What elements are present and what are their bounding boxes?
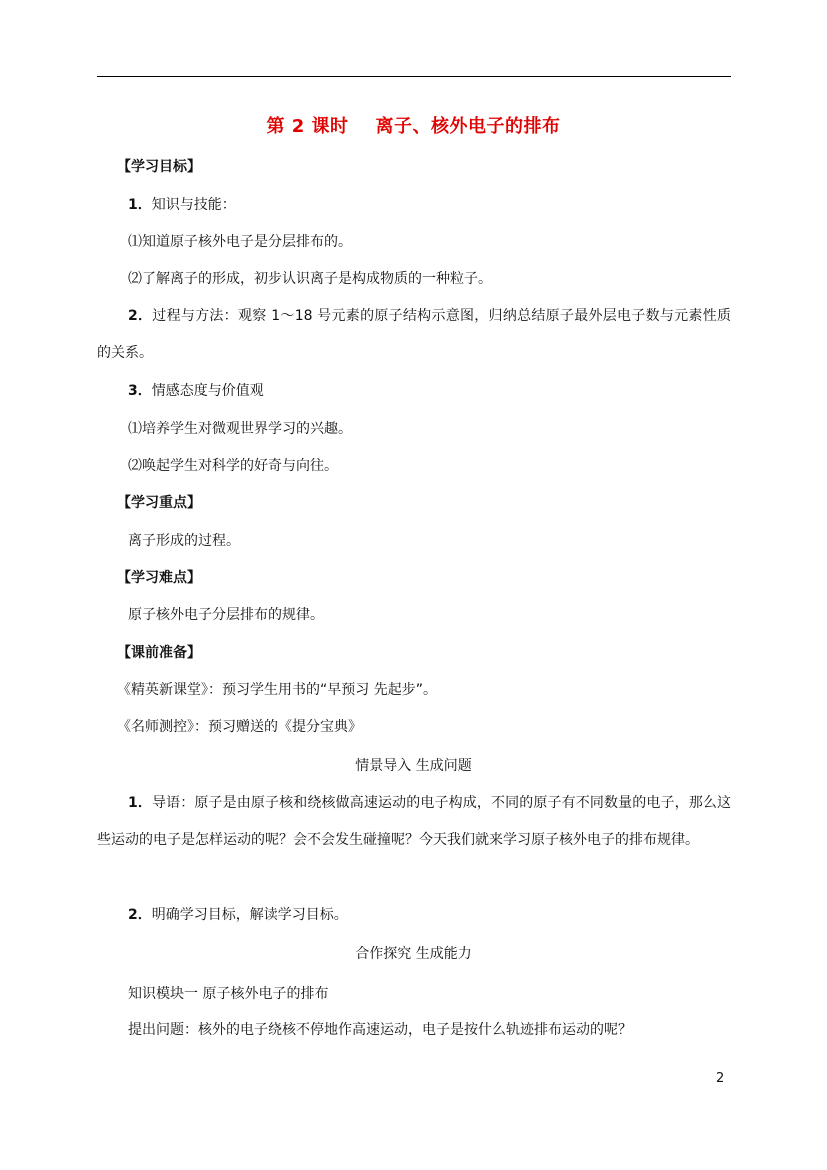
header-rule bbox=[97, 76, 731, 77]
preparation-line-1: 《精英新课堂》：预习学生用书的“早预习 先起步”。 bbox=[117, 682, 437, 698]
objective-item-1 bbox=[128, 195, 236, 215]
intro-item-1 bbox=[97, 785, 731, 859]
objective-item-3-sub-1: ⑴培养学生对微观世界学习的兴趣。 bbox=[128, 421, 352, 437]
difficulty-heading: 【学习难点】 bbox=[117, 570, 201, 586]
section-heading-cooperate: 合作探究 生成能力 bbox=[355, 946, 472, 962]
intro-item-2-number: 2． bbox=[128, 907, 152, 923]
objectives-heading: 【学习目标】 bbox=[117, 159, 201, 175]
objective-item-2-number: 2． bbox=[128, 308, 153, 324]
intro-item-2 bbox=[128, 905, 348, 925]
objective-item-1-sub-2: ⑵了解离子的形成，初步认识离子是构成物质的一种粒子。 bbox=[128, 271, 492, 287]
objective-item-3-text: 情感态度与价值观 bbox=[151, 383, 264, 399]
difficulty-text: 原子核外电子分层排布的规律。 bbox=[128, 607, 324, 623]
intro-item-1-number: 1． bbox=[128, 795, 152, 811]
page-number: 2 bbox=[716, 1071, 725, 1086]
question-text: 提出问题：核外的电子绕核不停地作高速运动，电子是按什么轨迹排布运动的呢？ bbox=[128, 1022, 632, 1038]
preparation-heading: 【课前准备】 bbox=[117, 645, 201, 661]
key-point-text: 离子形成的过程。 bbox=[128, 533, 240, 549]
preparation-line-2: 《名师测控》：预习赠送的《提分宝典》 bbox=[117, 719, 362, 735]
objective-item-1-sub-1: ⑴知道原子核外电子是分层排布的。 bbox=[128, 234, 352, 250]
objective-item-2 bbox=[97, 298, 731, 372]
key-point-heading: 【学习重点】 bbox=[117, 495, 201, 511]
intro-item-2-text: 明确学习目标，解读学习目标。 bbox=[151, 907, 348, 923]
section-heading-intro: 情景导入 生成问题 bbox=[355, 758, 472, 774]
knowledge-module-title: 知识模块一 原子核外电子的排布 bbox=[128, 986, 329, 1002]
objective-item-1-number: 1． bbox=[128, 197, 152, 213]
lesson-title: 第 2 课时 离子、核外电子的排布 bbox=[266, 116, 561, 137]
objective-item-3-sub-2: ⑵唤起学生对科学的好奇与向往。 bbox=[128, 458, 338, 474]
objective-item-3-number: 3． bbox=[128, 383, 152, 399]
intro-item-1-text: 导语：原子是由原子核和绕核做高速运动的电子构成，不同的原子有不同数量的电子，那么这些运动的电子是怎样运动的呢？会不会发生碰撞呢？今天我们就来学习原子核外电子的排布规律。 bbox=[97, 795, 731, 848]
objective-item-1-text: 知识与技能： bbox=[151, 197, 236, 213]
objective-item-3 bbox=[128, 381, 264, 401]
objective-item-2-text: 过程与方法：观察 1～18 号元素的原子结构示意图，归纳总结原子最外层电子数与元素性质的关系。 bbox=[97, 308, 731, 361]
